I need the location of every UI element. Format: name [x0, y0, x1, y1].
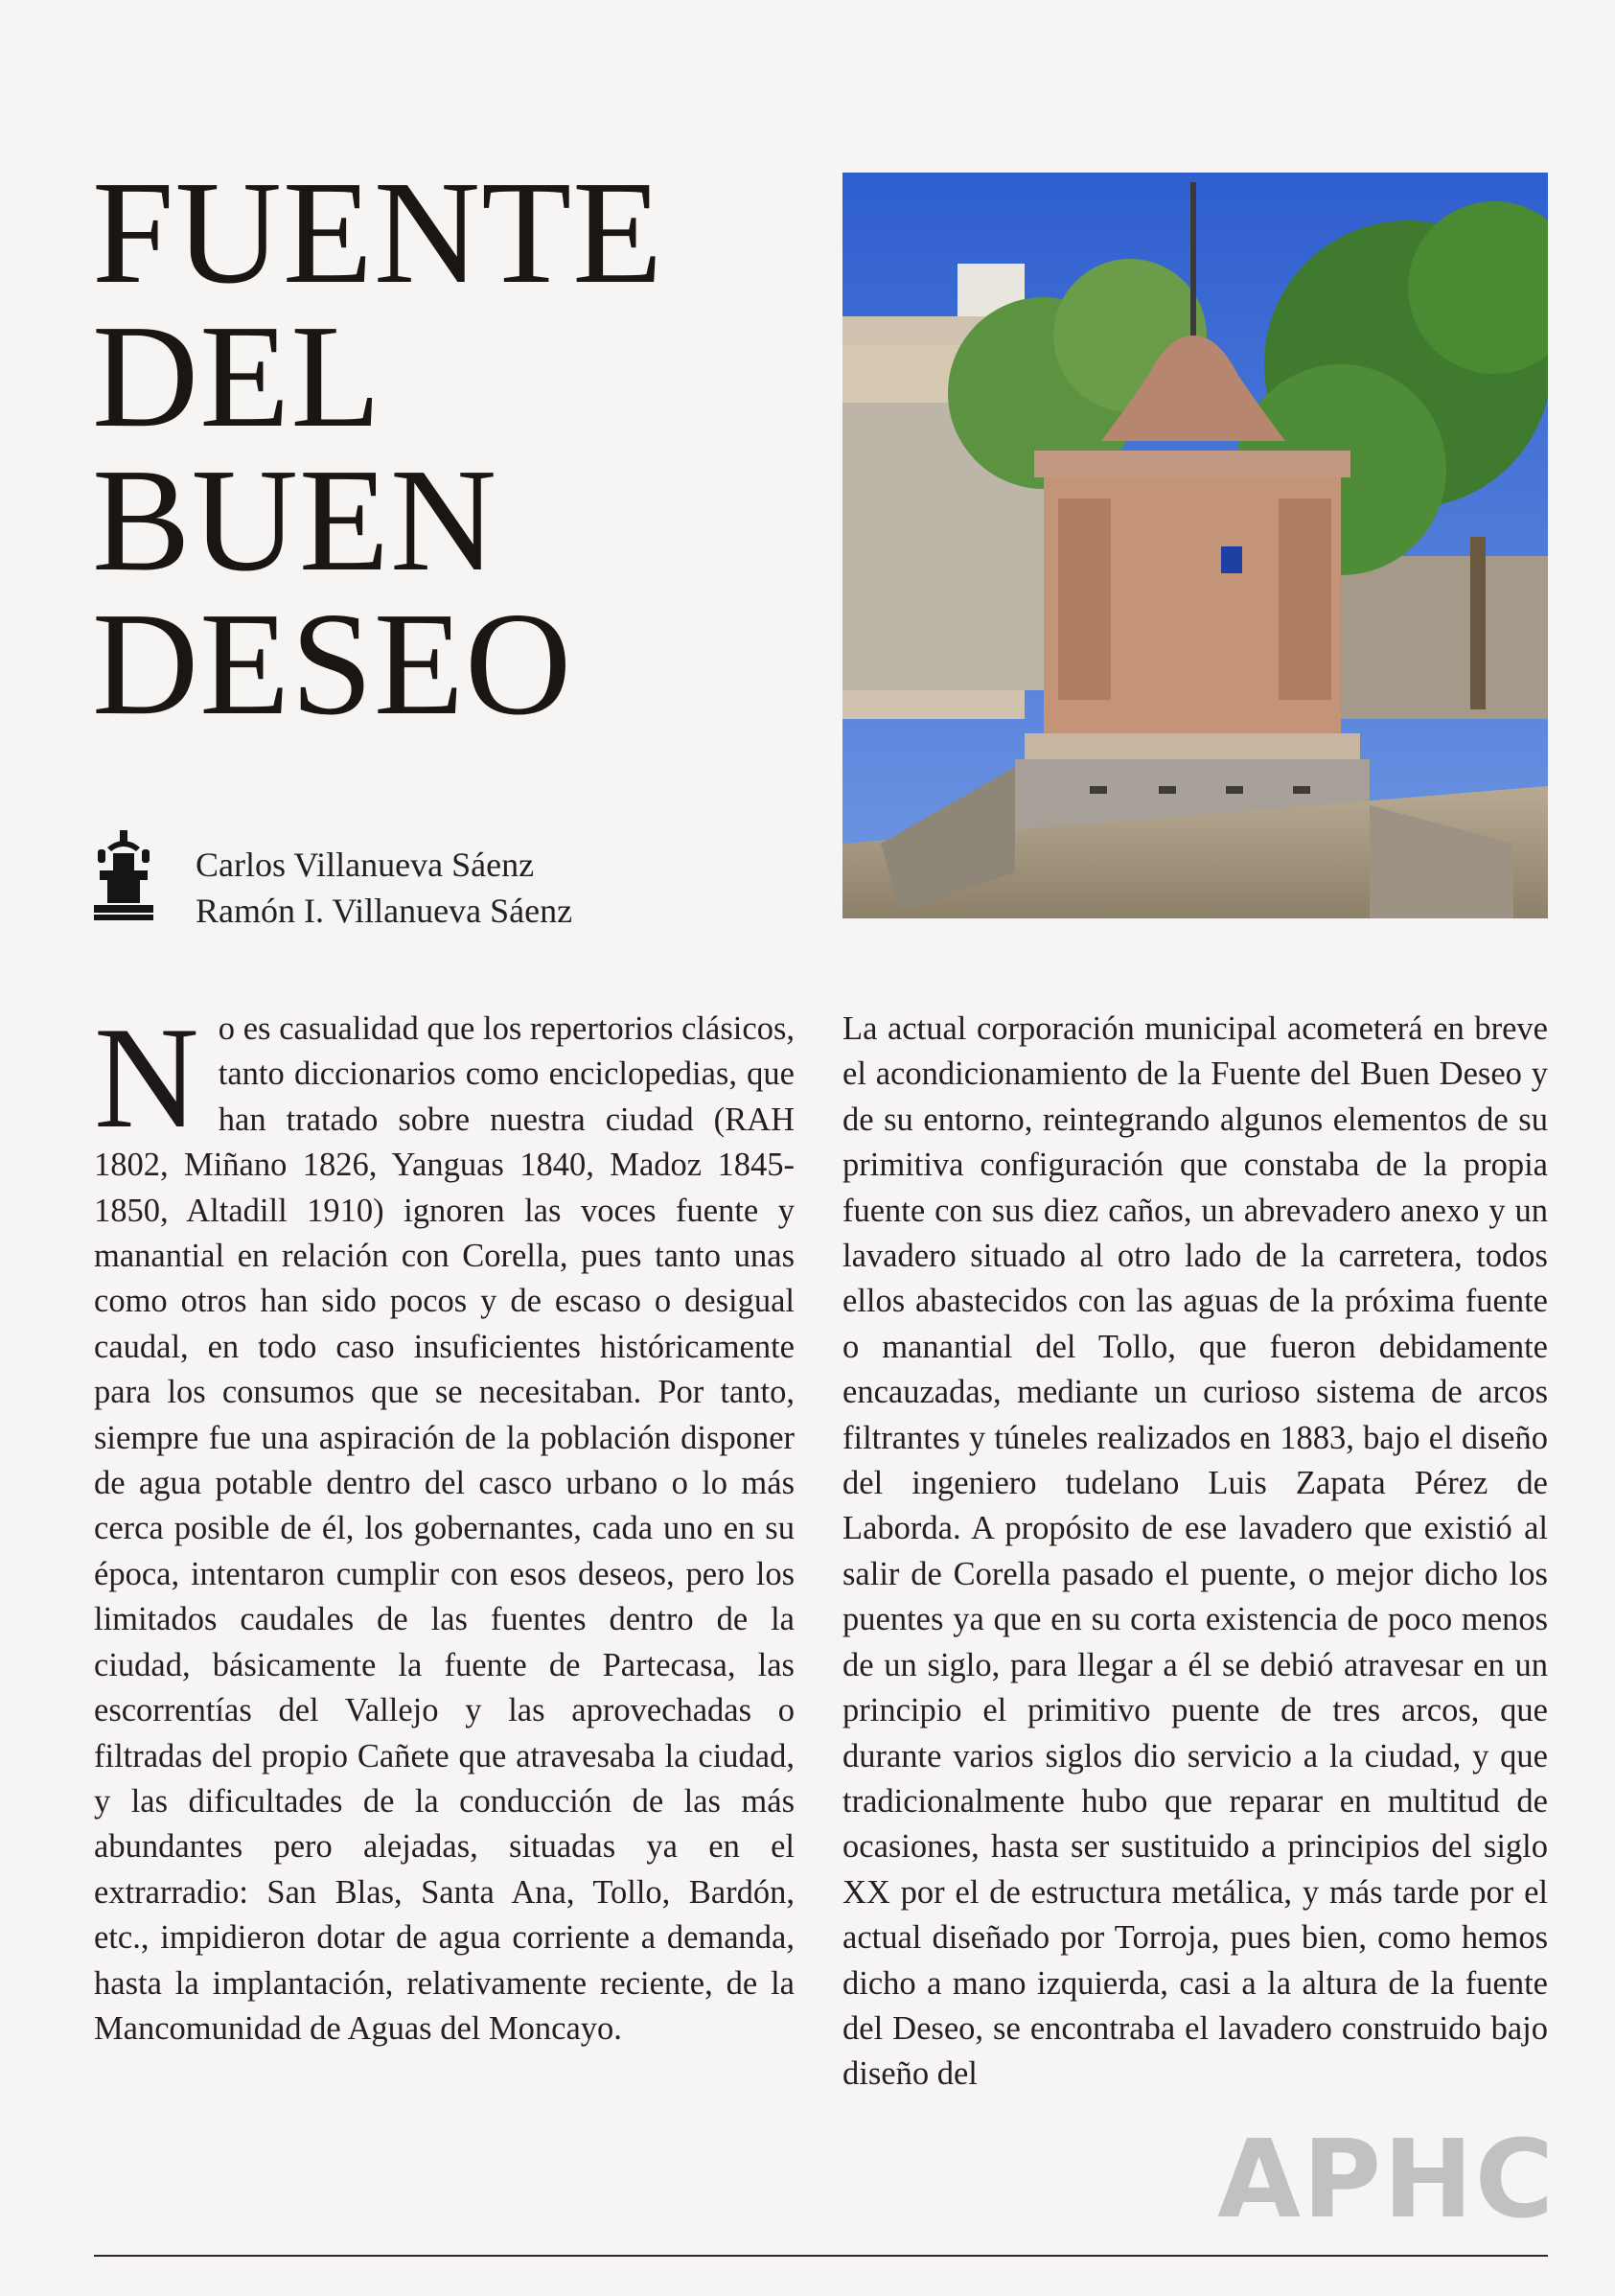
- author-names: [196, 826, 572, 934]
- article-title: [92, 151, 763, 746]
- drop-cap: N: [94, 997, 199, 1158]
- fountain-icon: [94, 830, 153, 920]
- bottom-rule: [94, 2255, 1548, 2257]
- authors-block: [94, 826, 572, 934]
- title-line: FUENTE: [92, 151, 664, 314]
- watermark: APHC: [1217, 2118, 1556, 2242]
- column-text: La actual corporación municipal acometerá en breve el acondicionamiento de la Fuente del Buen Deseo y de su entorno, reintegrando algunos elementos de su primitiva configuración que constaba de la propia fuente con sus diez caños, un abrevadero anexo y un lavadero situado al otro lado de la carretera, todos ellos abastecidos con las aguas de la próxima fuente o manantial del Tollo, que fueron debidamente encauzadas, mediante un curioso sistema de arcos filtrantes y túneles realizados en 1883, bajo el diseño del ingeniero tudelano Luis Zapata Pérez de Laborda. A propósito de ese lavadero que existió al salir de Corella pasado el puente, o mejor dicho los puentes ya que en su corta existencia de poco menos de un siglo, para llegar a él se debió atravesar en un principio el primitivo puente de tres arcos, que durante varios siglos dio servicio a la ciudad, y que tradicionalmente hubo que reparar en multitud de ocasiones, hasta ser sustituido a principios del siglo XX por el de estructura metálica, y más tarde por el actual diseñado por Torroja, pues bien, como hemos dicho a mano izquierda, casi a la altura de la fuente del Deseo, se encontraba el lavadero construido bajo diseño del: [842, 1010, 1548, 2093]
- fountain-photo-illustration: [842, 173, 1548, 918]
- title-line: DESEO: [92, 583, 573, 746]
- article-column-right: [842, 1007, 1548, 2098]
- title-line: BUEN: [92, 439, 498, 602]
- author-name: Ramón I. Villanueva Sáenz: [196, 892, 573, 930]
- article-column-left: [94, 997, 795, 2052]
- title-line: DEL: [92, 295, 382, 458]
- author-name: Carlos Villanueva Sáenz: [196, 846, 535, 884]
- column-text: o es casualidad que los repertorios clásicos, tanto diccionarios como enciclopedias, que han tratado sobre nuestra ciudad (RAH 1802, Miñano 1826, Yanguas 1840, Madoz 1845-1850, Altadill 1910) ignoren las voces fuente y manantial en relación con Corella, pues tanto unas como otros han sido pocos y de escaso o desigual caudal, en todo caso insuficientes históricamente para los consumos que se necesitaban. Por tanto, siempre fue una aspiración de la población disponer de agua potable dentro del casco urbano o lo más cerca posible de él, los gobernantes, cada uno en su época, intentaron cumplir con esos deseos, pero los limitados caudales de las fuentes dentro de la ciudad, básicamente la fuente de Partecasa, las escorrentías del Vallejo y las aprovechadas o filtradas del propio Cañete que atravesaba la ciudad, y las dificultades de la conducción de las más abundantes pero alejadas, situadas ya en el extrarradio: San Blas, Santa Ana, Tollo, Bardón, etc., impidieron dotar de agua corriente a demanda, hasta la implantación, relativamente reciente, de la Mancomunidad de Aguas del Moncayo.: [94, 1010, 795, 2047]
- fountain-photo: [842, 173, 1548, 918]
